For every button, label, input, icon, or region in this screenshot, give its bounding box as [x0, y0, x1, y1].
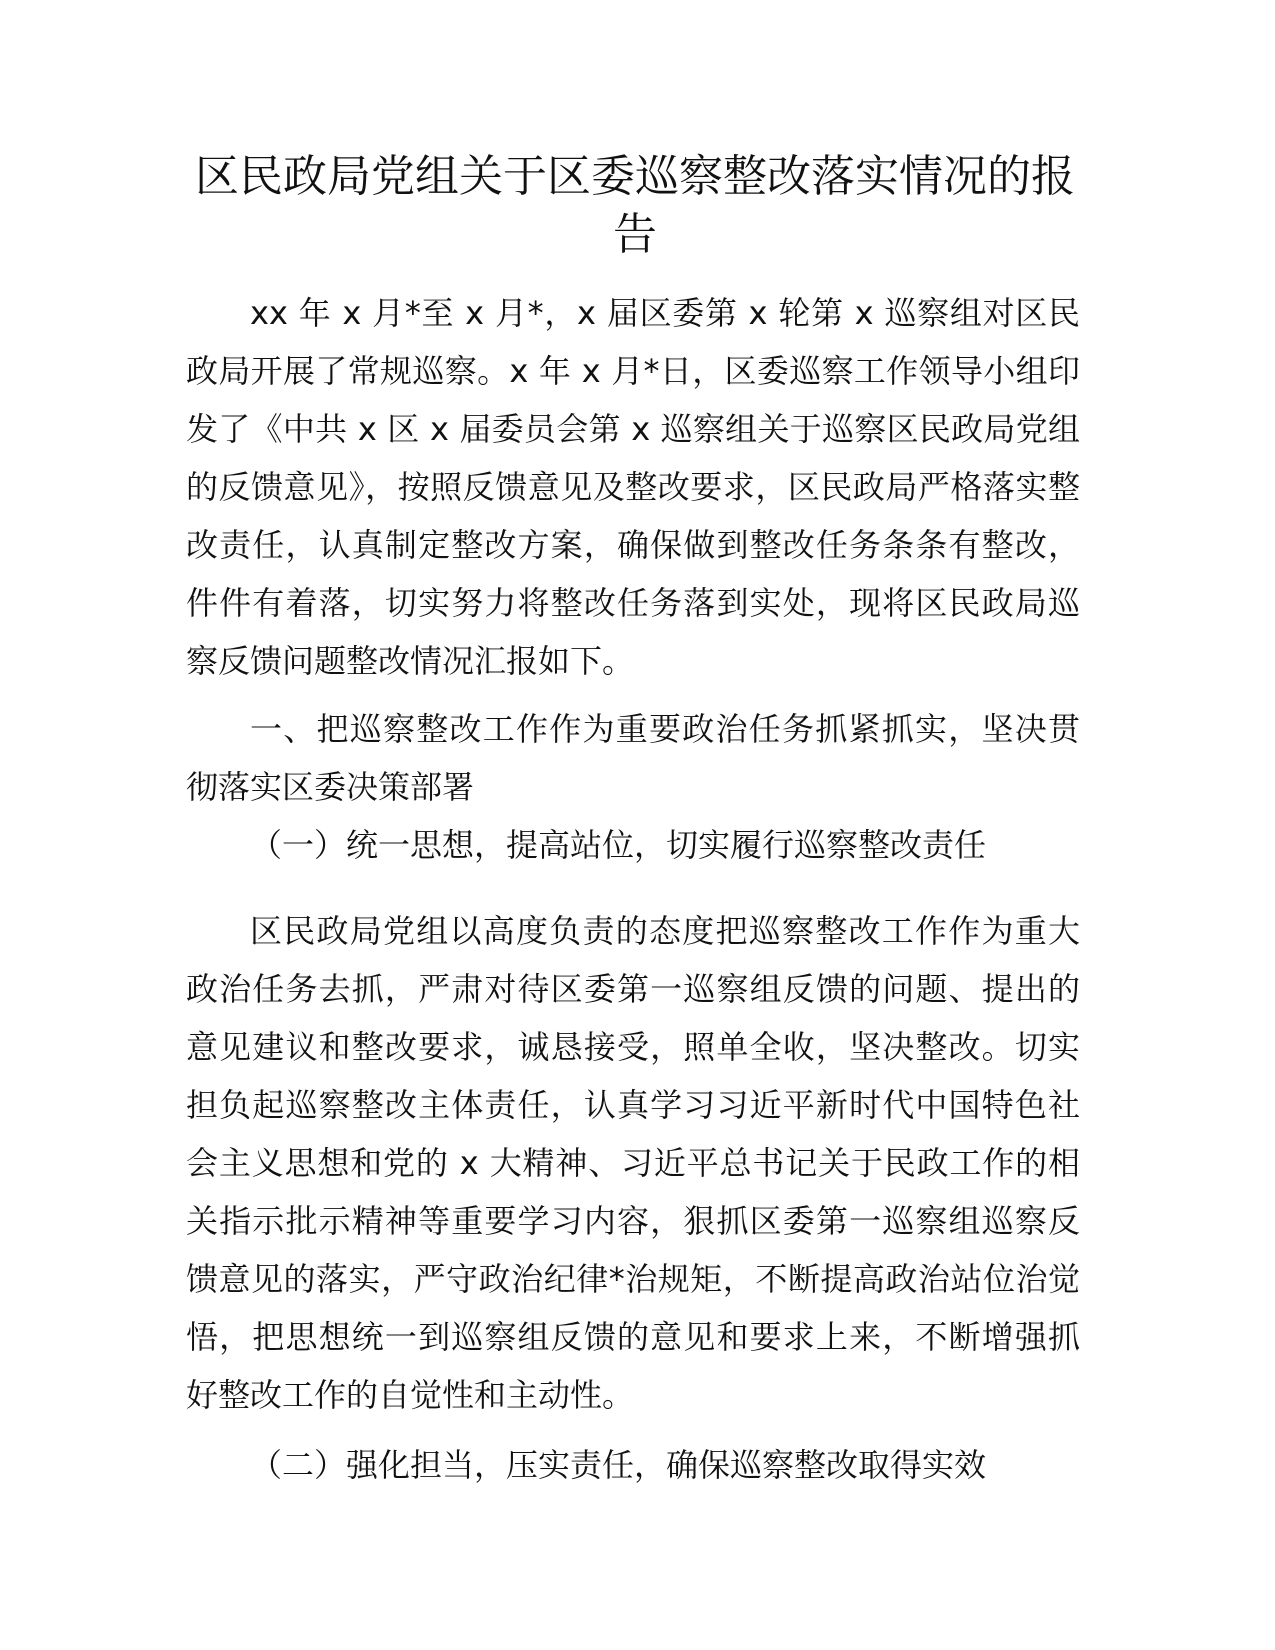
section-heading-1: 一、把巡察整改工作作为重要政治任务抓紧抓实，坚决贯彻落实区委决策部署: [186, 710, 1080, 806]
subsection-heading-1: （一）统一思想，提高站位，切实履行巡察整改责任: [250, 826, 987, 864]
subsection-heading-2: （二）强化担当，压实责任，确保巡察整改取得实效: [250, 1446, 987, 1484]
body-paragraph-1: 区民政局党组以高度负责的态度把巡察整改工作作为重大政治任务去抓，严肃对待区委第一巡察组反馈的问题、提出的意见建议和整改要求，诚恳接受，照单全收，坚决整改。切实担负起巡察整改主体责任，认真学习习近平新时代中国特色社会主义思想和党的 x 大精神、习近平总书记关于民政工作的相关指示批示精神等重要学习内容，狠抓区委第一巡察组巡察反馈意见的落实，严守政治纪律*治规矩，不断提高政治站位治觉悟，把思想统一到巡察组反馈的意见和要求上来，不断增强抓好整改工作的自觉性和主动性。: [186, 912, 1080, 1414]
intro-paragraph: xx 年 x 月*至 x 月*，x 届区委第 x 轮第 x 巡察组对区民政局开展了常规巡察。x 年 x 月*日，区委巡察工作领导小组印发了《中共 x 区 x 届委员会第 x 巡察组关于巡察区民政局党组的反馈意见》，按照反馈意见及整改要求，区民政局严格落实整改责任，认真制定整改方案，确保做到整改任务条条有整改，件件有着落，切实努力将整改任务落到实处，现将区民政局巡察反馈问题整改情况汇报如下。: [186, 294, 1080, 680]
document-title: 区民政局党组关于区委巡察整改落实情况的报告: [195, 151, 1075, 260]
